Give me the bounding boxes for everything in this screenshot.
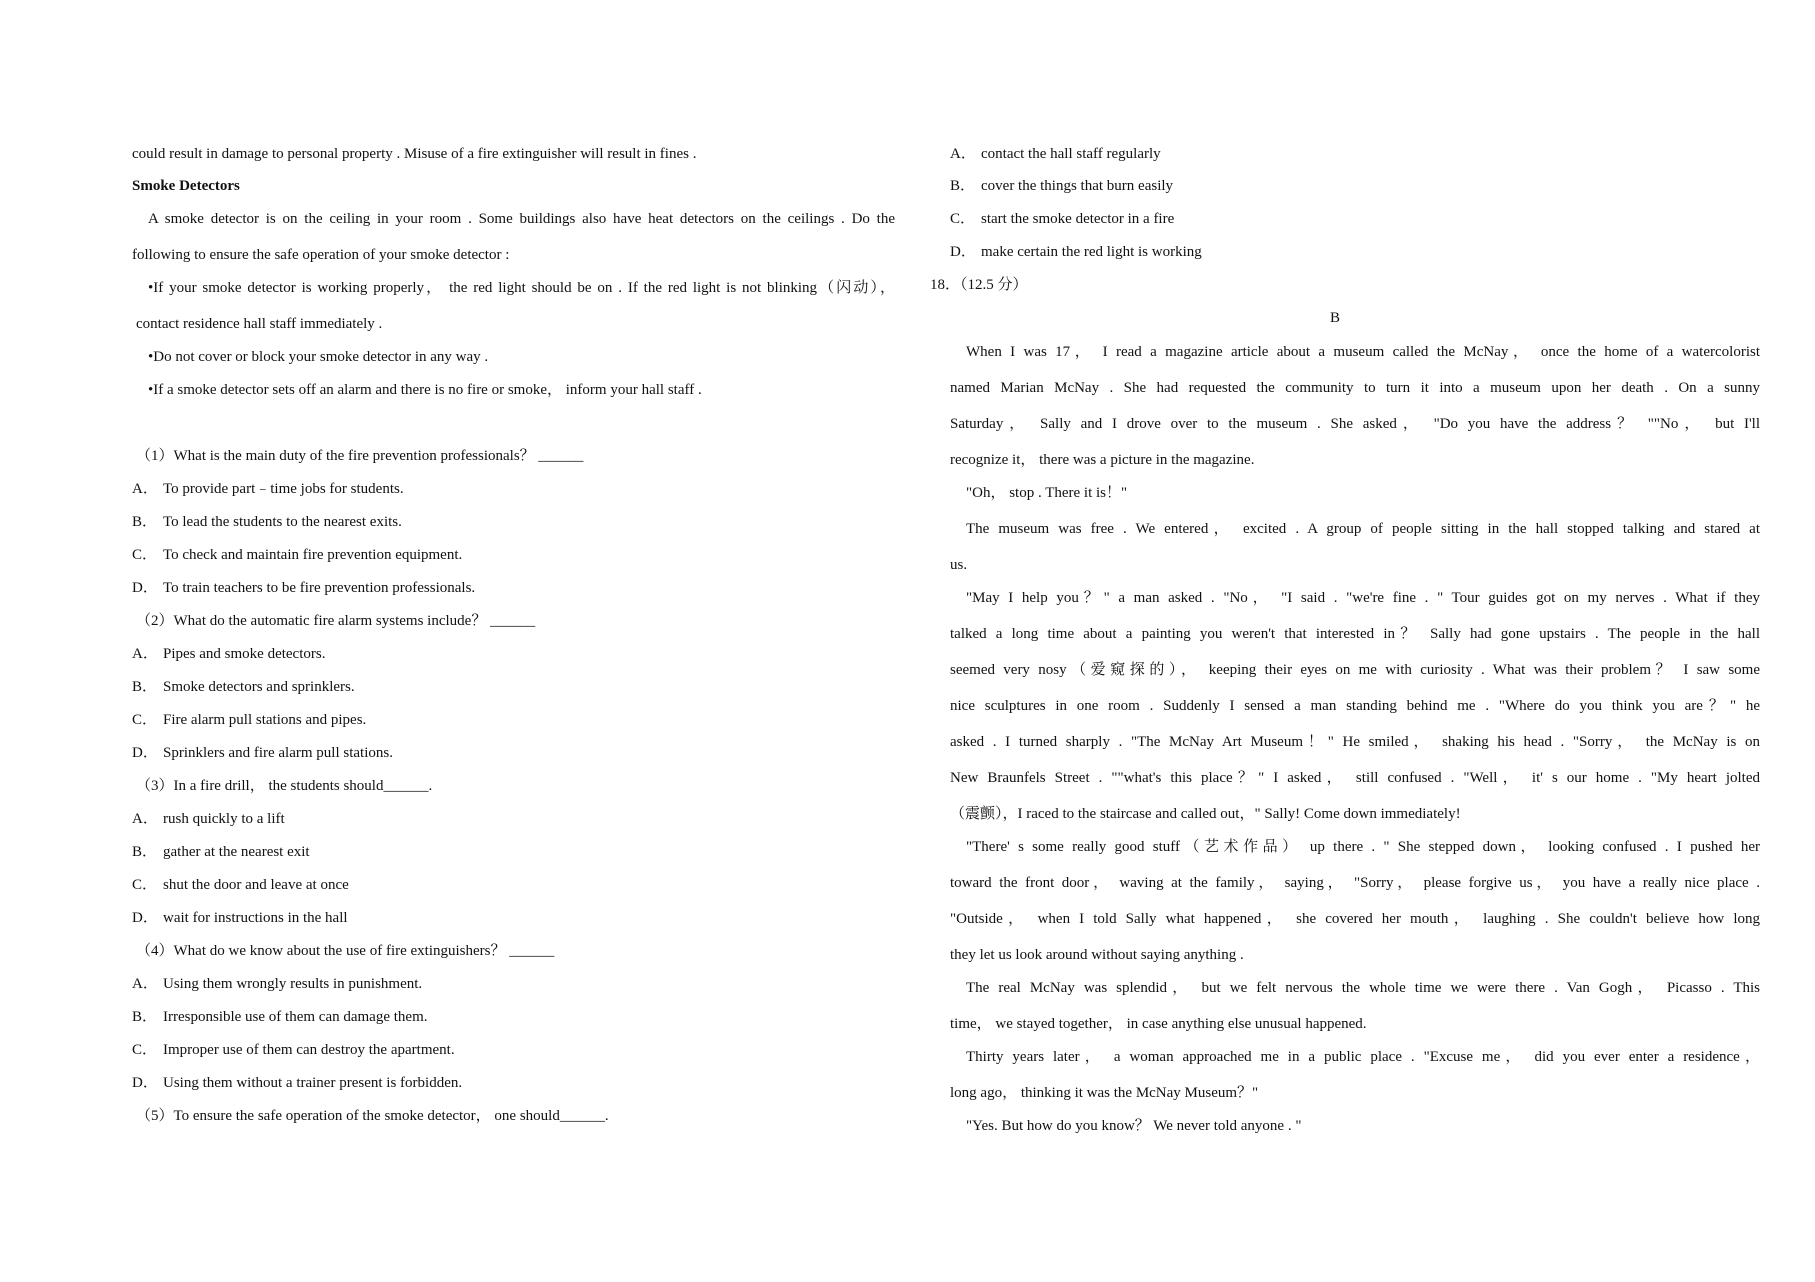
- passage-line: they let us look around without saying anything .: [950, 947, 1244, 963]
- intro-line: could result in damage to personal property . Misuse of a fire extinguisher will result in fines .: [132, 146, 697, 162]
- question-2-option-d: D． Sprinklers and fire alarm pull stations.: [132, 745, 393, 761]
- bullet3: •If a smoke detector sets off an alarm and there is no fire or smoke， inform your hall staff .: [148, 382, 702, 398]
- para1-line1: A smoke detector is on the ceiling in your room . Some buildings also have heat detectors on the ceilings . Do the: [148, 211, 895, 227]
- question-3-option-b: B． gather at the nearest exit: [132, 844, 310, 860]
- question-5-option-d: D． make certain the red light is working: [950, 244, 1202, 260]
- question-1-stem: （1）What is the main duty of the fire prevention professionals？ ______: [136, 448, 584, 464]
- passage-line: "Outside， when I told Sally what happened， she covered her mouth， laughing . She couldn't believe how long: [950, 911, 1760, 927]
- passage-line: "Oh， stop . There it is！": [966, 485, 1128, 501]
- question-3-stem: （3）In a fire drill， the students should______.: [136, 778, 433, 794]
- question-4-stem: （4）What do we know about the use of fire extinguishers？ ______: [136, 943, 555, 959]
- section-heading: Smoke Detectors: [132, 178, 240, 194]
- passage-line: named Marian McNay . She had requested the community to turn it into a museum upon her death . On a sunny: [950, 380, 1760, 396]
- question-5-option-b: B． cover the things that burn easily: [950, 178, 1174, 194]
- passage-line: time， we stayed together， in case anything else unusual happened.: [950, 1016, 1367, 1032]
- passage-line: Thirty years later， a woman approached me in a public place . "Excuse me， did you ever enter a residence，: [966, 1049, 1760, 1065]
- bullet1-line2: contact residence hall staff immediately .: [136, 316, 383, 332]
- bullet1-line1: •If your smoke detector is working properly， the red light should be on . If the red light is not blinking（闪动），: [148, 280, 895, 296]
- passage-line: talked a long time about a painting you weren't that interested in？ Sally had gone upstairs . The people in the hall: [950, 626, 1760, 642]
- question-3-option-c: C． shut the door and leave at once: [132, 877, 349, 893]
- question-1-option-a: A． To provide part﹣time jobs for students.: [132, 481, 404, 497]
- question-4-option-a: A． Using them wrongly results in punishment.: [132, 976, 423, 992]
- question-18-header: 18．（12.5 分）: [930, 277, 1028, 293]
- passage-line: "There' s some really good stuff（艺术作品） up there . " She stepped down， looking confused . I pushed her: [966, 839, 1760, 855]
- question-2-option-b: B． Smoke detectors and sprinklers.: [132, 679, 355, 695]
- passage-line: us.: [950, 557, 968, 573]
- question-1-option-c: C． To check and maintain fire prevention equipment.: [132, 547, 463, 563]
- question-1-option-d: D． To train teachers to be fire prevention professionals.: [132, 580, 476, 596]
- question-4-option-c: C． Improper use of them can destroy the apartment.: [132, 1042, 455, 1058]
- question-3-option-d: D． wait for instructions in the hall: [132, 910, 348, 926]
- passage-line: New Braunfels Street . ""what's this place？" I asked， still confused . "Well， it' s our home . "My heart jolted: [950, 770, 1760, 786]
- passage-line: nice sculptures in one room . Suddenly I sensed a man standing behind me . "Where do you think you are？" he: [950, 698, 1760, 714]
- question-5-option-a: A． contact the hall staff regularly: [950, 146, 1161, 162]
- passage-label: B: [1329, 310, 1340, 326]
- question-4-option-b: B． Irresponsible use of them can damage them.: [132, 1009, 428, 1025]
- para1-line2: following to ensure the safe operation of your smoke detector :: [132, 247, 510, 263]
- passage-line: "May I help you？" a man asked . "No， "I said . "we're fine . " Tour guides got on my nerves . What if they: [966, 590, 1760, 606]
- passage-line: toward the front door， waving at the family， saying， "Sorry， please forgive us， you have a really nice place .: [950, 875, 1760, 891]
- passage-line: The museum was free . We entered， excited . A group of people sitting in the hall stopped talking and stared at: [966, 521, 1760, 537]
- passage-line: The real McNay was splendid， but we felt nervous the whole time we were there . Van Gogh， Picasso . This: [966, 980, 1760, 996]
- passage-line: Saturday， Sally and I drove over to the museum . She asked， "Do you have the address？ ""No， but I'll: [950, 416, 1760, 432]
- question-2-stem: （2）What do the automatic fire alarm systems include？ ______: [136, 613, 536, 629]
- bullet2: •Do not cover or block your smoke detector in any way .: [148, 349, 489, 365]
- passage-line: "Yes. But how do you know？ We never told anyone . ": [966, 1118, 1302, 1134]
- question-5-option-c: C． start the smoke detector in a fire: [950, 211, 1175, 227]
- passage-line: （震颤），I raced to the staircase and called out，" Sally! Come down immediately!: [950, 806, 1461, 822]
- passage-line: asked . I turned sharply . "The McNay Art Museum！" He smiled， shaking his head . "Sorry， the McNay is on: [950, 734, 1760, 750]
- passage-line: long ago， thinking it was the McNay Museum？": [950, 1085, 1259, 1101]
- question-1-option-b: B． To lead the students to the nearest exits.: [132, 514, 402, 530]
- question-3-option-a: A． rush quickly to a lift: [132, 811, 285, 827]
- passage-line: recognize it， there was a picture in the magazine.: [950, 452, 1255, 468]
- passage-line: When I was 17， I read a magazine article about a museum called the McNay， once the home of a watercolorist: [966, 344, 1760, 360]
- passage-line: seemed very nosy（爱窥探的）， keeping their eyes on me with curiosity . What was their problem？ I saw some: [950, 662, 1760, 678]
- question-2-option-c: C． Fire alarm pull stations and pipes.: [132, 712, 367, 728]
- question-2-option-a: A． Pipes and smoke detectors.: [132, 646, 326, 662]
- question-4-option-d: D． Using them without a trainer present is forbidden.: [132, 1075, 463, 1091]
- question-5-stem: （5）To ensure the safe operation of the smoke detector， one should______.: [136, 1108, 609, 1124]
